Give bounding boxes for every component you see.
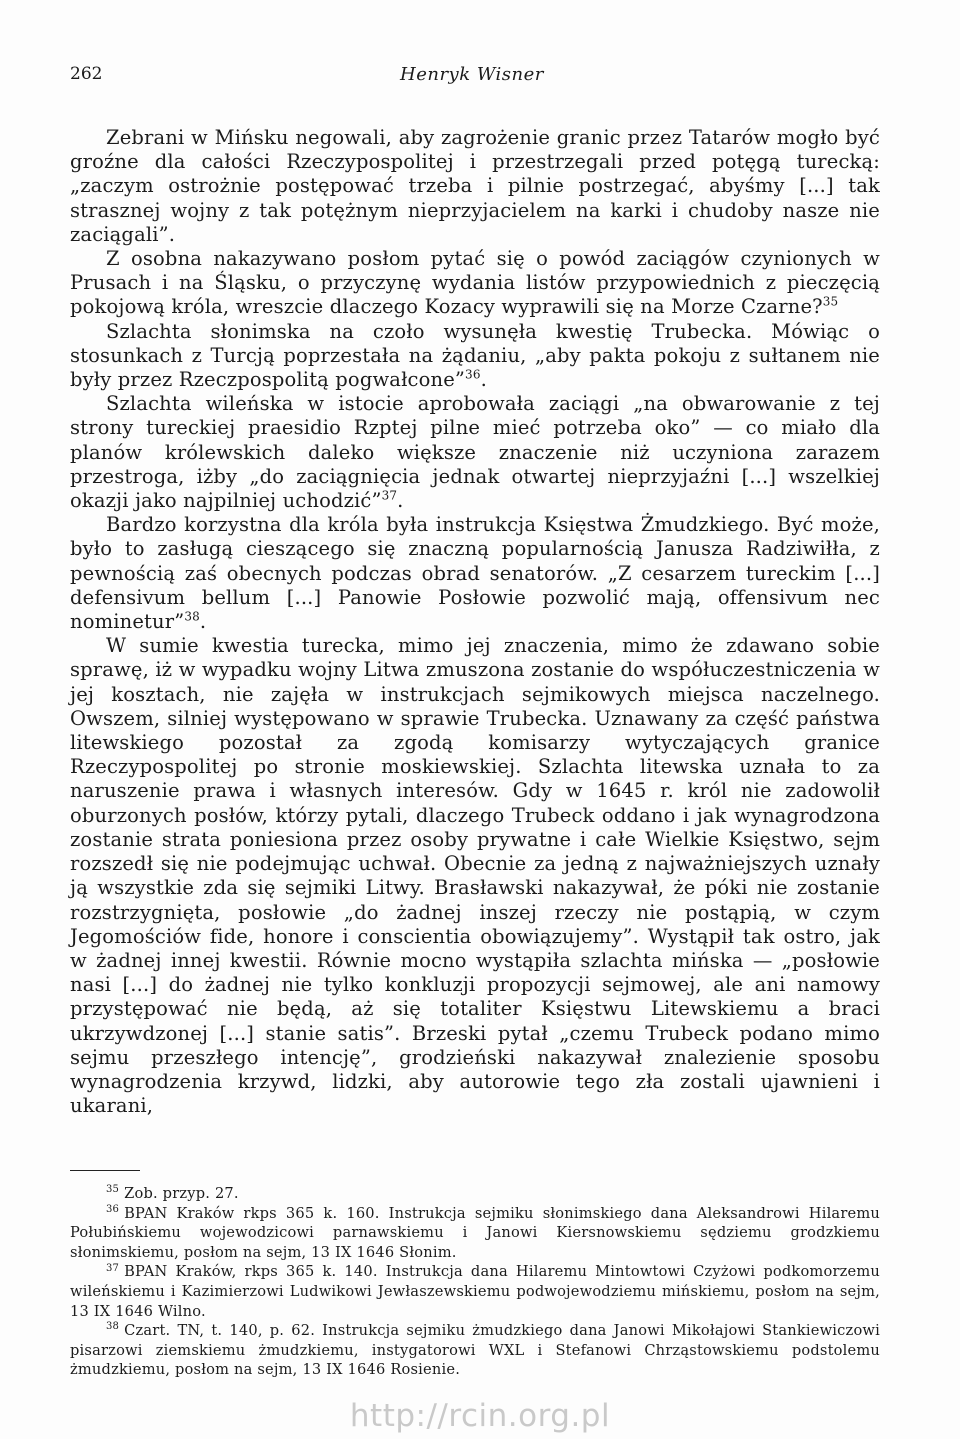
paragraph [70,634,880,1118]
paragraph-text: Bardzo korzystna dla króla była instrukcja Księstwa Żmudzkiego. Być może, było to zasługą cieszącego się znaczną popularnością Janusza Radziwiłła, z pewnością zaś obecnych podczas obrad senatorów. „Z cesarzem tureckim [...] defensivum bellum [...] Panowie Posłowie pozwolić mają, offensivum nec nominetur” [70,513,880,634]
footnote-text: BPAN Kraków rkps 365 k. 160. Instrukcja sejmiku słonimskiego dana Aleksandrowi Hilaremu Połubińskiemu wojewodzicowi parnawskiemu i Janowi Kiersnowskiemu sędziemu grodzkiemu słonimskiemu, posłom na sejm, 13 IX 1646 Słonim. [70,1204,880,1261]
footnote-number: 36 [106,1203,120,1215]
paragraph: Bardzo korzystna dla króla była instrukcja Księstwa Żmudzkiego. Być może, było to zasługą cieszącego się znaczną popularnością Janusza Radziwiłła, z pewnością zaś obecnych podczas obrad senatorów. „Z cesarzem tureckim [...] defensivum bellum [...] Panowie Posłowie pozwolić mają, offensivum nec nominetur”$^{38}$. [70,513,880,634]
footnote-ref: 36 [465,367,481,382]
paragraph-text: Zebrani w Mińsku negowali, aby zagrożenie granic przez Tatarów mogło być groźne dla całości Rzeczypospolitej i przestrzegali przed potęgą turecką: „zaczym ostrożnie postępować trzeba i pilnie postrzegać, abyśmy [...] tak strasznej wojny z tak potężnym nieprzyjacielem na karki i chudoby nasze nie zaciągali”. [70,126,880,246]
watermark-url: http://rcin.org.pl [349,1398,611,1434]
paragraph: Szlachta słonimska na czoło wysunęła kwestię Trubecka. Mówiąc o stosunkach z Turcją poprzestała na żądaniu, „aby pakta pokoju z sułtanem nie były przez Rzeczpospolitą pogwałcone”$^{36}$. [70,319,880,392]
paragraph: Szlachta wileńska w istocie aprobowała zaciągi „na obwarowanie z tej strony tureckiej praesidio Rzptej pilne mieć potrzeba oko” — co miało dla planów królewskich daleko większe znaczenie niż uczyniona zarazem przestroga, iżby „do zaciągnięcia jednak otwartej nieprzyjaźni [...] wszelkiej okazji jako najpilniej uchodzić”$^{37}$. [70,392,880,513]
footnote-text: Zob. przyp. 27. [124,1185,239,1202]
footnote-divider [70,1170,140,1171]
paragraph-text: W sumie kwestia turecka, mimo jej znaczenia, mimo że zdawano sobie sprawę, iż w wypadku wojny Litwa zmuszona zostanie do współuczestniczenia w jej kosztach, nie zajęła w instrukcjach sejmikowych miejsca naczelnego. Owszem, silniej występowano w sprawie Trubecka. Uznawany za część państwa litewskiego pozostał za zgodą komisarzy wytyczających granice Rzeczypospolitej po stronie moskiewskiej. Szlachta litewska uznała to za naruszenie prawa i własnych interesów. Gdy w 1645 r. król nie zadowolił oburzonych posłów, którzy pytali, dlaczego Trubeck oddano i jak wynagrodzona zostanie strata poniesiona przez osoby prywatne i całe Wielkie Księstwo, sejm rozszedł się nie podejmując uchwał. Obecnie za jedną z najważniejszych uznały ją wszystkie zda się sejmiki Litwy. Brasławski nakazywał, że póki nie zostanie rozstrzygnięta, posłowie „do żadnej inszej rzeczy nie postąpią, w czym Jegomościów fide, honore i conscientia obowiązujemy”. Wystąpił tak ostro, jak w żadnej innej kwestii. Równie mocno wystąpiła szlachta mińska — „posłowie nasi [...] do żadnej nie tylko konkluzji propozycji sejmowej, ale ani namowy przystępować nie będą, aż się totaliter Księstwu Litewskiemu a braci ukrzywdzonej [...] stanie satis”. Brzeski pytał „czemu Trubeck podano mimo sejmu przeszłego intencję”, grodzieński nakazywał znalezienie sposobu wynagrodzenia krzywd, lidzki, aby autorowie tego zła zostali ujawnieni i ukarani, [70,634,880,1118]
footnote [70,1204,880,1263]
page-number: 262 [70,64,103,84]
page-header [70,64,888,94]
paragraph [70,247,880,320]
footnote-number: 37 [106,1262,120,1274]
footnote-ref: 37 [381,488,398,503]
footnote-ref: 35 [822,294,839,309]
paragraph-text: Szlachta słonimska na czoło wysunęła kwestię Trubecka. Mówiąc o stosunkach z Turcją poprzestała na żądaniu, „aby pakta pokoju z sułtanem nie były przez Rzeczpospolitą pogwałcone” [70,319,880,392]
footnote-number: 38 [106,1321,120,1333]
body-text [70,126,880,1118]
running-head-author: Henryk Wisner [400,64,544,85]
paragraph-text: Z osobna nakazywano posłom pytać się o powód zaciągów czynionych w Prusach i na Śląsku, o przyczynę wydania listów przypowiednich z pieczęcią pokojową króla, wreszcie dlaczego Kozacy wyprawili się na Morze Czarne? [70,247,880,319]
footnote-number: 35 [106,1184,120,1196]
footnote-text: Czart. TN, t. 140, p. 62. Instrukcja sejmiku żmudzkiego dana Janowi Mikołajowi Stankiewiczowi pisarzowi ziemskiemu żmudzkiemu, instygatorowi WXL i Stefanowi Chrząstowskiemu podstolemu żmudzkiemu, posłom na sejm, 13 IX 1646 Rosienie. [70,1322,880,1379]
footnote [70,1321,880,1380]
paragraph [70,126,880,247]
paragraph-text: Szlachta wileńska w istocie aprobowała zaciągi „na obwarowanie z tej strony tureckiej praesidio Rzptej pilne mieć potrzeba oko” — co miało dla planów królewskich daleko większe znaczenie niż uczyniona zarazem przestroga, iżby „do zaciągnięcia jednak otwartej nieprzyjaźni [...] wszelkiej okazji jako najpilniej uchodzić” [70,392,880,513]
footnote [70,1184,880,1204]
footnote-ref: 38 [184,609,200,624]
footnote [70,1262,880,1321]
footnotes [70,1184,880,1380]
footnote-text: BPAN Kraków, rkps 365 k. 140. Instrukcja dana Hilaremu Mintowtowi Czyżowi podkomorzemu wileńskiemu i Kazimierzowi Ludwikowi Jewłaszewskiemu podwojewodziemu mińskiemu, posłom na sejm, 13 IX 1646 Wilno. [70,1263,880,1320]
